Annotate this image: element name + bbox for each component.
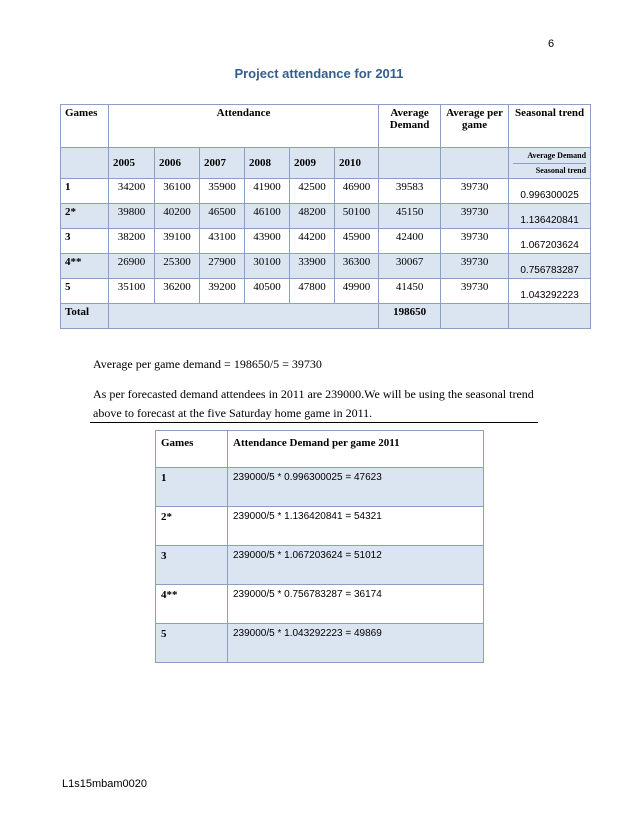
table-row — [61, 254, 591, 279]
value-cell: 38200 — [109, 229, 155, 254]
value-cell: 47800 — [290, 279, 335, 304]
game-cell: 2* — [61, 204, 109, 229]
forecast-game-cell: 2* — [156, 507, 228, 546]
seasonal-cell: 0.996300025 — [509, 179, 591, 204]
year-row-blank — [441, 148, 509, 179]
value-cell: 39100 — [155, 229, 200, 254]
year-cell: 2006 — [155, 148, 200, 179]
value-cell: 35900 — [200, 179, 245, 204]
value-cell: 27900 — [200, 254, 245, 279]
value-cell: 49900 — [335, 279, 379, 304]
table-row — [156, 585, 484, 624]
seasonal-cell: 1.136420841 — [509, 204, 591, 229]
attendance-table — [60, 104, 591, 329]
year-cell: 2005 — [109, 148, 155, 179]
total-value: 198650 — [379, 304, 441, 329]
header-attendance: Attendance — [109, 105, 379, 148]
forecast-formula-cell: 239000/5 * 0.996300025 = 47623 — [228, 468, 484, 507]
year-cell: 2007 — [200, 148, 245, 179]
value-cell: 40500 — [245, 279, 290, 304]
forecast-game-cell: 1 — [156, 468, 228, 507]
average-demand-cell: 41450 — [379, 279, 441, 304]
average-per-game-cell: 39730 — [441, 279, 509, 304]
average-demand-cell: 45150 — [379, 204, 441, 229]
seasonal-formula-denominator: Seasonal trend — [513, 163, 586, 176]
header-seasonal-trend: Seasonal trend — [509, 105, 591, 148]
forecast-header-games: Games — [156, 431, 228, 468]
divider — [90, 422, 538, 423]
total-blank — [509, 304, 591, 329]
value-cell: 46900 — [335, 179, 379, 204]
game-cell: 1 — [61, 179, 109, 204]
value-cell: 26900 — [109, 254, 155, 279]
value-cell: 36300 — [335, 254, 379, 279]
value-cell: 48200 — [290, 204, 335, 229]
table-row — [61, 279, 591, 304]
seasonal-formula — [509, 148, 591, 179]
value-cell: 39800 — [109, 204, 155, 229]
forecast-game-cell: 4** — [156, 585, 228, 624]
average-per-game-paragraph: Average per game demand = 198650/5 = 39730 — [93, 357, 322, 371]
value-cell: 36100 — [155, 179, 200, 204]
total-blank — [441, 304, 509, 329]
average-demand-cell: 42400 — [379, 229, 441, 254]
table-row — [156, 546, 484, 585]
table-row — [61, 229, 591, 254]
forecast-table-header — [156, 431, 484, 468]
forecast-game-cell: 5 — [156, 624, 228, 663]
table-row — [61, 204, 591, 229]
forecast-formula-cell: 239000/5 * 1.043292223 = 49869 — [228, 624, 484, 663]
value-cell: 36200 — [155, 279, 200, 304]
year-row-blank — [379, 148, 441, 179]
year-cell: 2010 — [335, 148, 379, 179]
total-blank — [109, 304, 379, 329]
game-cell: 3 — [61, 229, 109, 254]
forecast-formula-cell: 239000/5 * 1.136420841 = 54321 — [228, 507, 484, 546]
year-row-blank — [61, 148, 109, 179]
average-per-game-cell: 39730 — [441, 254, 509, 279]
value-cell: 40200 — [155, 204, 200, 229]
year-cell: 2008 — [245, 148, 290, 179]
value-cell: 35100 — [109, 279, 155, 304]
value-cell: 25300 — [155, 254, 200, 279]
value-cell: 45900 — [335, 229, 379, 254]
header-games: Games — [61, 105, 109, 148]
value-cell: 43100 — [200, 229, 245, 254]
table-row — [156, 468, 484, 507]
header-average-per-game: Average per game — [441, 105, 509, 148]
year-cell: 2009 — [290, 148, 335, 179]
total-label: Total — [61, 304, 109, 329]
average-per-game-cell: 39730 — [441, 179, 509, 204]
value-cell: 44200 — [290, 229, 335, 254]
value-cell: 43900 — [245, 229, 290, 254]
table-row — [156, 507, 484, 546]
value-cell: 34200 — [109, 179, 155, 204]
value-cell: 39200 — [200, 279, 245, 304]
game-cell: 5 — [61, 279, 109, 304]
seasonal-formula-numerator: Average Demand — [527, 151, 587, 160]
seasonal-cell: 0.756783287 — [509, 254, 591, 279]
value-cell: 42500 — [290, 179, 335, 204]
average-demand-cell: 30067 — [379, 254, 441, 279]
value-cell: 33900 — [290, 254, 335, 279]
table-row — [61, 179, 591, 204]
forecast-paragraph: As per forecasted demand attendees in 2011 are 239000.We will be using the seasonal trend above to forecast at the five Saturday home game in 2011. — [93, 387, 534, 420]
value-cell: 46100 — [245, 204, 290, 229]
value-cell: 30100 — [245, 254, 290, 279]
page-title: Project attendance for 2011 — [234, 66, 404, 81]
forecast-formula-cell: 239000/5 * 1.067203624 = 51012 — [228, 546, 484, 585]
forecast-table — [155, 430, 484, 663]
seasonal-cell: 1.067203624 — [509, 229, 591, 254]
average-demand-cell: 39583 — [379, 179, 441, 204]
attendance-table-header — [61, 105, 591, 148]
header-average-demand: Average Demand — [379, 105, 441, 148]
total-row — [61, 304, 591, 329]
value-cell: 46500 — [200, 204, 245, 229]
value-cell: 41900 — [245, 179, 290, 204]
year-row — [61, 148, 591, 179]
forecast-formula-cell: 239000/5 * 0.756783287 = 36174 — [228, 585, 484, 624]
table-row — [156, 624, 484, 663]
forecast-header-demand: Attendance Demand per game 2011 — [228, 431, 484, 468]
seasonal-cell: 1.043292223 — [509, 279, 591, 304]
forecast-game-cell: 3 — [156, 546, 228, 585]
value-cell: 50100 — [335, 204, 379, 229]
game-cell: 4** — [61, 254, 109, 279]
page-number: 6 — [548, 38, 555, 50]
average-per-game-cell: 39730 — [441, 229, 509, 254]
footer-id: L1s15mbam0020 — [62, 778, 148, 790]
average-per-game-cell: 39730 — [441, 204, 509, 229]
